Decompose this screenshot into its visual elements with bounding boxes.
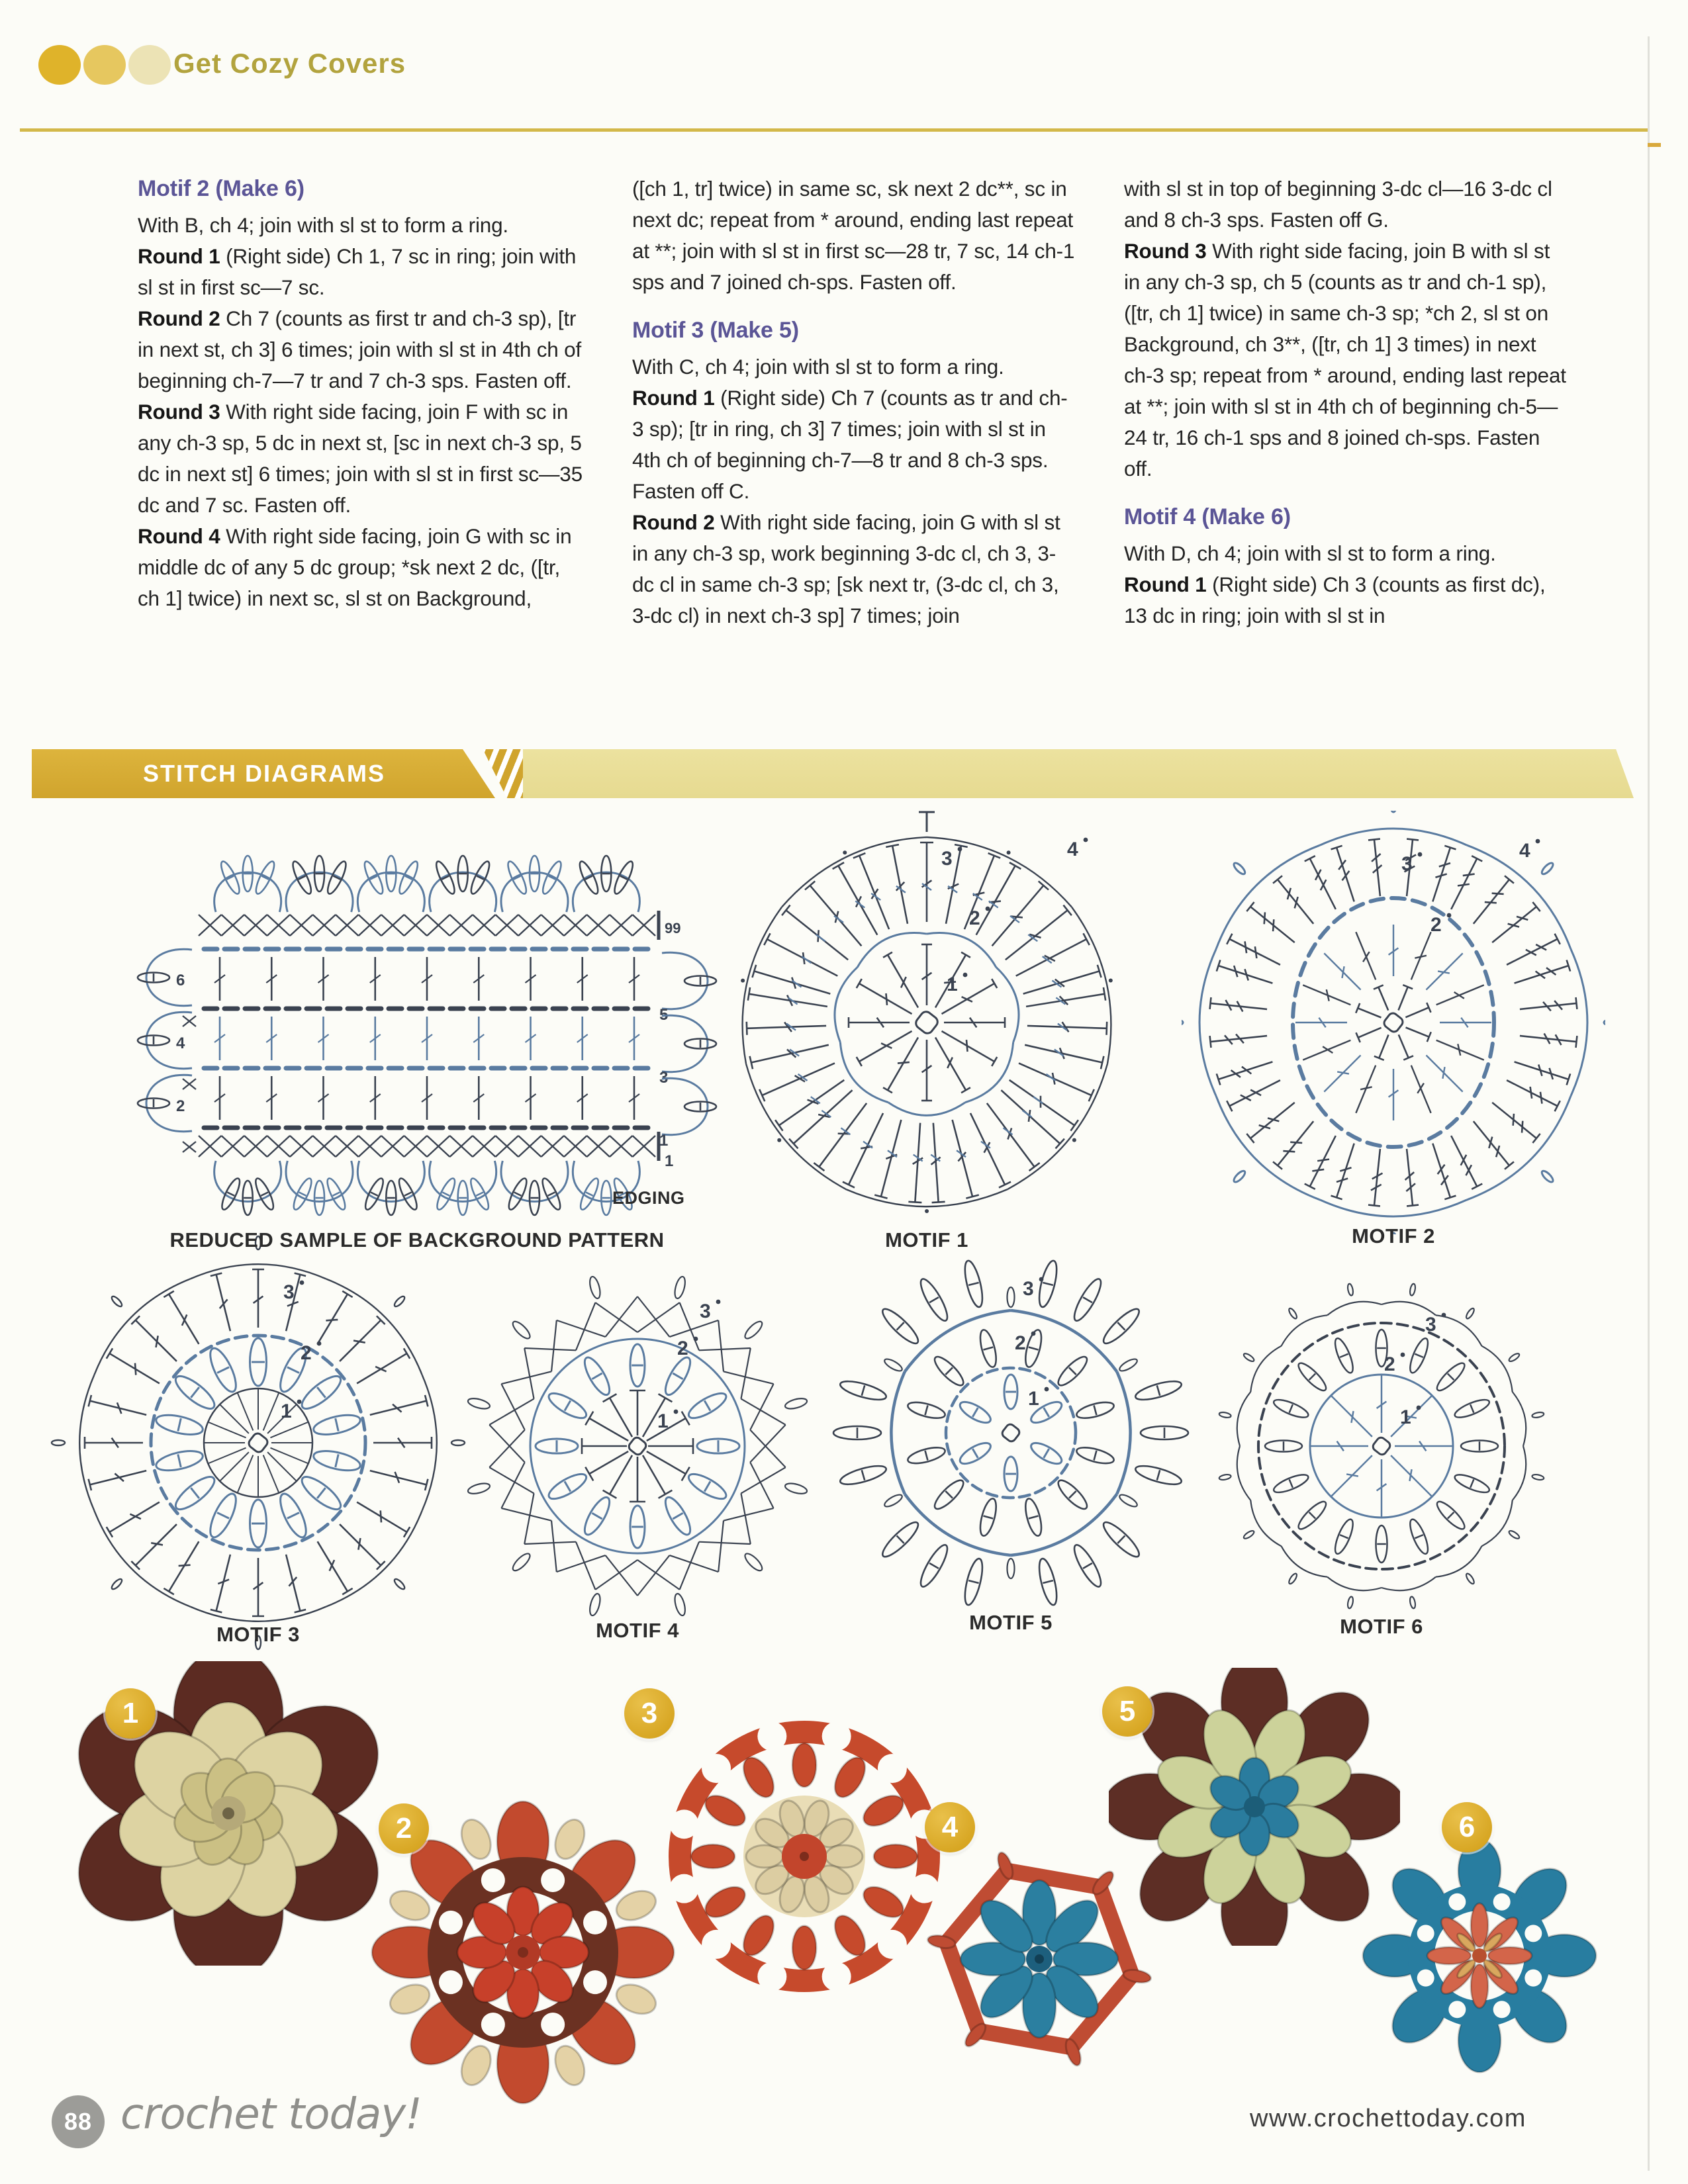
page-number-badge: 88 bbox=[52, 2095, 105, 2148]
diagram-background-pattern bbox=[99, 835, 735, 1232]
instruction-paragraph: With B, ch 4; join with sl st to form a ring. bbox=[138, 213, 508, 237]
caption-motif-5: MOTIF 5 bbox=[969, 1611, 1053, 1634]
svg-text:1: 1 bbox=[947, 974, 958, 995]
svg-text:1: 1 bbox=[657, 1410, 669, 1432]
svg-text:3: 3 bbox=[1023, 1278, 1034, 1300]
svg-text:5: 5 bbox=[659, 1006, 669, 1024]
page-edge-line bbox=[1648, 36, 1650, 2171]
svg-text:3: 3 bbox=[283, 1281, 295, 1303]
header-dot-icon bbox=[38, 45, 81, 85]
header-rule bbox=[20, 128, 1648, 132]
instruction-paragraph: Round 1 (Right side) Ch 7 (counts as tr and ch-3 sp); [tr in ring, ch 3] 7 times; join with sl st in 4th ch of beginning ch-7—8 tr and 8 ch-3 sps. Fasten off C. bbox=[632, 386, 1068, 503]
svg-text:4: 4 bbox=[176, 1034, 185, 1052]
caption-motif-2: MOTIF 2 bbox=[1352, 1224, 1435, 1248]
svg-text:3: 3 bbox=[700, 1300, 711, 1322]
caption-motif-6: MOTIF 6 bbox=[1340, 1615, 1423, 1638]
svg-text:2: 2 bbox=[176, 1097, 185, 1115]
instruction-paragraph: Round 2 Ch 7 (counts as first tr and ch-3 sp), [tr in next st, ch 3] 6 times; join with sl st in 4th ch of beginning ch-7—7 tr and 7 ch-3 sps. Fasten off. bbox=[138, 306, 582, 392]
photo-number-badge: 2 bbox=[379, 1803, 429, 1854]
instruction-paragraph: Round 1 (Right side) Ch 1, 7 sc in ring; join with sl st in first sc—7 sc. bbox=[138, 244, 577, 299]
photo-number-badge: 3 bbox=[624, 1688, 675, 1739]
svg-text:2: 2 bbox=[1384, 1353, 1395, 1375]
instruction-paragraph: Round 3 With right side facing, join F with sc in any ch-3 sp, 5 dc in next st, [sc in next ch-3 sp, 5 dc in next st] 6 times; join with sl st in first sc—35 dc and 7 sc. Fasten off. bbox=[138, 400, 583, 517]
diagram-motif-6 bbox=[1170, 1234, 1593, 1658]
svg-text:3: 3 bbox=[1425, 1314, 1436, 1336]
magazine-logo: crochet today! bbox=[120, 2090, 422, 2139]
svg-text:2: 2 bbox=[301, 1342, 312, 1364]
diagram-motif-1 bbox=[715, 811, 1139, 1234]
caption-motif-4: MOTIF 4 bbox=[596, 1619, 679, 1642]
motif-photo-3 bbox=[659, 1701, 950, 2012]
website-url: www.crochettoday.com bbox=[1250, 2105, 1526, 2132]
instruction-paragraph: Round 2 With right side facing, join G with sl st in any ch-3 sp, work beginning 3-dc cl, ch 3, 3-dc cl in same ch-3 sp; [sk next tr, (3-dc cl, ch 3, 3-dc cl) in next ch-3 sp] 7 times; join bbox=[632, 510, 1060, 627]
instruction-paragraph: With C, ch 4; join with sl st to form a ring. bbox=[632, 355, 1004, 379]
diagram-motif-2 bbox=[1182, 811, 1605, 1234]
diagram-motif-3 bbox=[46, 1231, 470, 1655]
motif-heading: Motif 4 (Make 6) bbox=[1124, 504, 1291, 529]
header-dot-icon bbox=[83, 45, 126, 85]
instruction-paragraph: ([ch 1, tr] twice) in same sc, sk next 2 dc**, sc in next dc; repeat from * around, ending last repeat at **; join with sl st in first sc—28 tr, 7 sc, 14 ch-1 sps and 7 joined ch-sps. Fasten off. bbox=[632, 177, 1075, 294]
stitch-diagrams-banner bbox=[32, 749, 1634, 798]
caption-motif-3: MOTIF 3 bbox=[216, 1623, 300, 1646]
svg-text:4: 4 bbox=[1067, 839, 1078, 860]
instructions-column-3 bbox=[1124, 173, 1569, 631]
banner-light-segment bbox=[523, 749, 1634, 798]
instruction-paragraph: With D, ch 4; join with sl st to form a ring. bbox=[1124, 541, 1496, 565]
instruction-paragraph: Round 4 With right side facing, join G with sc in middle dc of any 5 dc group; *sk next 2 dc, ([tr, ch 1] twice) in next sc, sl st on Background, bbox=[138, 524, 572, 610]
svg-text:3: 3 bbox=[941, 848, 953, 870]
svg-text:1: 1 bbox=[659, 1132, 669, 1150]
svg-text:99: 99 bbox=[665, 920, 681, 936]
motif-heading: Motif 3 (Make 5) bbox=[632, 318, 799, 343]
svg-text:3: 3 bbox=[1401, 853, 1413, 875]
svg-text:1: 1 bbox=[665, 1152, 674, 1170]
svg-text:2: 2 bbox=[1015, 1332, 1026, 1354]
caption-background-pattern: REDUCED SAMPLE OF BACKGROUND PATTERN bbox=[169, 1228, 665, 1251]
edge-gold-tick bbox=[1648, 143, 1661, 147]
instructions-column-1 bbox=[138, 173, 583, 614]
photo-number-badge: 6 bbox=[1442, 1802, 1492, 1852]
instruction-paragraph: with sl st in top of beginning 3-dc cl—16 3-dc cl and 8 ch-3 sps. Fasten off G. bbox=[1124, 177, 1552, 232]
motif-heading: Motif 2 (Make 6) bbox=[138, 176, 305, 201]
photo-number-badge: 1 bbox=[105, 1688, 156, 1739]
svg-text:1: 1 bbox=[1028, 1388, 1039, 1410]
svg-text:6: 6 bbox=[176, 972, 185, 989]
diagram-motif-4 bbox=[426, 1234, 849, 1658]
label-edging: EDGING bbox=[612, 1188, 685, 1208]
svg-text:1: 1 bbox=[1400, 1406, 1411, 1428]
diagram-motif-5 bbox=[799, 1221, 1223, 1645]
photo-number-badge: 4 bbox=[925, 1802, 975, 1852]
instructions-column-2 bbox=[632, 173, 1077, 631]
motif-photo-6 bbox=[1354, 1837, 1605, 2075]
instruction-paragraph: Round 1 (Right side) Ch 3 (counts as first dc), 13 dc in ring; join with sl st in bbox=[1124, 572, 1546, 627]
banner-label: STITCH DIAGRAMS bbox=[143, 760, 385, 787]
page-title: Get Cozy Covers bbox=[173, 48, 406, 79]
svg-text:3: 3 bbox=[659, 1069, 669, 1087]
svg-text:2: 2 bbox=[969, 907, 980, 929]
header-dot-icon bbox=[128, 45, 171, 85]
svg-text:2: 2 bbox=[1430, 914, 1442, 936]
caption-motif-1: MOTIF 1 bbox=[885, 1228, 968, 1251]
svg-text:4: 4 bbox=[1519, 840, 1530, 862]
svg-text:1: 1 bbox=[281, 1400, 292, 1422]
svg-text:2: 2 bbox=[677, 1338, 688, 1359]
instruction-paragraph: Round 3 With right side facing, join B with sl st in any ch-3 sp, ch 5 (counts as tr and ch-1 sp), ([tr, ch 1] twice) in same ch-3 sp; *ch 2, sl st on Background, ch 3**, ([tr, ch 1] 3 times) in next ch-3 sp; repeat from * around, ending last repeat at **; join with sl st in 4th ch of beginning ch-5—24 tr, 16 ch-1 sps and 8 joined ch-sps. Fasten off. bbox=[1124, 239, 1566, 480]
photo-number-badge: 5 bbox=[1102, 1686, 1152, 1737]
